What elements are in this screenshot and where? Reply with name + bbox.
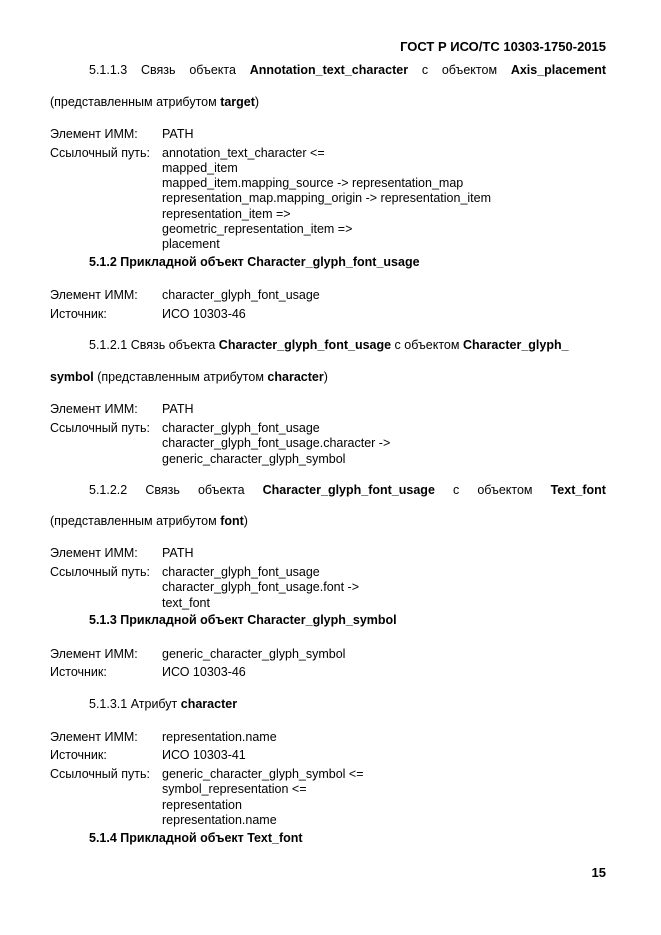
section-5-1-1-3-heading: 5.1.1.3 Связь объекта Annotation_text_character с объектом Axis_placement [89, 63, 606, 77]
path-line: representation.name [162, 813, 277, 827]
element-value: PATH [162, 127, 194, 141]
path-line: character_glyph_font_usage [162, 565, 320, 579]
document-header: ГОСТ Р ИСО/ТС 10303-1750-2015 [400, 39, 606, 54]
path-line: geometric_representation_item => [162, 222, 353, 236]
path-line: generic_character_glyph_symbol <= [162, 767, 364, 781]
label-source: Источник: [50, 665, 107, 679]
source-value: ИСО 10303-46 [162, 307, 246, 321]
source-value: ИСО 10303-41 [162, 748, 246, 762]
element-value: representation.name [162, 730, 277, 744]
section-number: 5.1.1.3 [89, 63, 128, 77]
path-line: character_glyph_font_usage.character -> [162, 436, 391, 450]
target-entity-name: Text_font [550, 483, 606, 497]
label-element: Элемент ИММ: [50, 546, 138, 560]
label-element: Элемент ИММ: [50, 730, 138, 744]
path-line: symbol_representation <= [162, 782, 307, 796]
entity-name: Annotation_text_character [249, 63, 409, 77]
path-line: character_glyph_font_usage [162, 421, 320, 435]
path-line: representation_item => [162, 207, 291, 221]
page-number: 15 [591, 865, 606, 880]
label-ref-path: Ссылочный путь: [50, 565, 150, 579]
path-line: generic_character_glyph_symbol [162, 452, 346, 466]
section-5-1-2-2-attr-line: (представленным атрибутом font) [50, 514, 248, 528]
section-5-1-3-1-heading: 5.1.3.1 Атрибут character [89, 697, 238, 711]
section-5-1-2-2-heading: 5.1.2.2 Связь объекта Character_glyph_font_usage с объектом Text_font [89, 483, 606, 497]
path-line: character_glyph_font_usage.font -> [162, 580, 360, 594]
target-entity-name: Axis_placement [510, 63, 606, 77]
path-line: mapped_item.mapping_source -> representation_map [162, 176, 464, 190]
path-line: mapped_item [162, 161, 238, 175]
path-line: placement [162, 237, 220, 251]
label-source: Источник: [50, 748, 107, 762]
element-value: character_glyph_font_usage [162, 288, 320, 302]
label-element: Элемент ИММ: [50, 288, 138, 302]
label-source: Источник: [50, 307, 107, 321]
element-value: generic_character_glyph_symbol [162, 647, 346, 661]
label-ref-path: Ссылочный путь: [50, 421, 150, 435]
label-ref-path: Ссылочный путь: [50, 767, 150, 781]
section-number: 5.1.2.2 [89, 483, 128, 497]
section-5-1-3-title: 5.1.3 Прикладной объект Character_glyph_symbol [89, 613, 397, 627]
section-5-1-2-1-attr-line: symbol (представленным атрибутом character) [50, 370, 328, 384]
path-line: representation_map.mapping_origin -> representation_item [162, 191, 492, 205]
path-line: annotation_text_character <= [162, 146, 325, 160]
label-element: Элемент ИММ: [50, 127, 138, 141]
label-element: Элемент ИММ: [50, 402, 138, 416]
element-value: PATH [162, 546, 194, 560]
element-value: PATH [162, 402, 194, 416]
path-line: representation [162, 798, 242, 812]
section-5-1-2-title: 5.1.2 Прикладной объект Character_glyph_font_usage [89, 255, 420, 269]
section-5-1-4-title: 5.1.4 Прикладной объект Text_font [89, 831, 303, 845]
label-element: Элемент ИММ: [50, 647, 138, 661]
source-value: ИСО 10303-46 [162, 665, 246, 679]
section-5-1-2-1-heading: 5.1.2.1 Связь объекта Character_glyph_font_usage с объектом Character_glyph_ [89, 338, 569, 352]
label-ref-path: Ссылочный путь: [50, 146, 150, 160]
section-5-1-1-3-attr-line: (представленным атрибутом target) [50, 95, 260, 109]
path-line: text_font [162, 596, 210, 610]
entity-name: Character_glyph_font_usage [262, 483, 435, 497]
